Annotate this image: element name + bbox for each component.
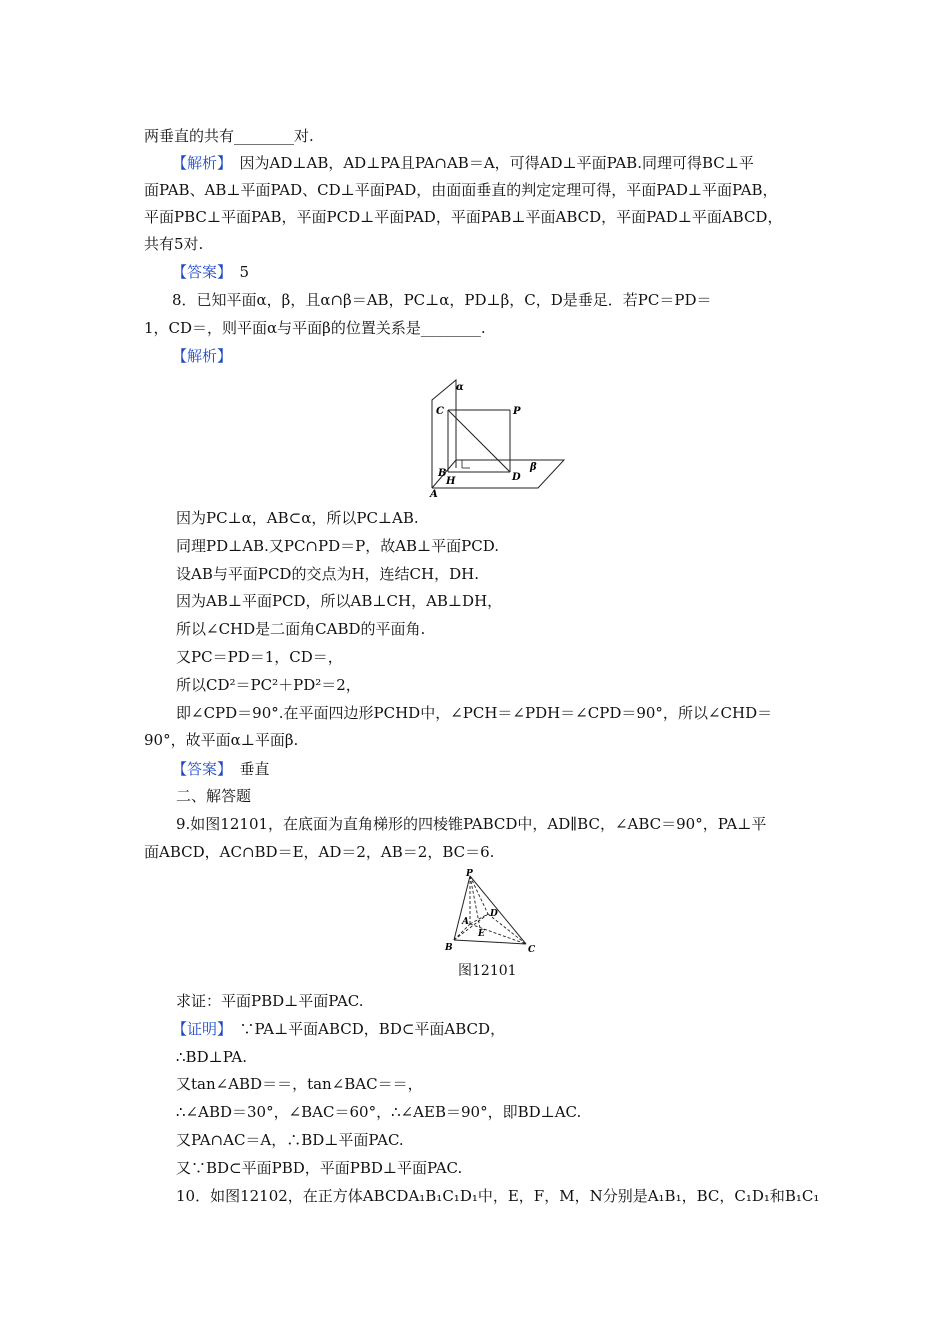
text-line: 两垂直的共有________对. [144, 127, 314, 145]
question-10: 10．如图12102，在正方体ABCDA₁B₁C₁D₁中，E，F，M，N分别是A₁B₁，BC，C₁D₁和B₁C₁ [176, 1187, 820, 1205]
label-B: B [445, 943, 453, 953]
text-line: 设AB与平面PCD的交点为H，连结CH，DH. [176, 565, 479, 583]
label-C: C [528, 945, 536, 955]
text-line: 又tan∠ABD＝＝，tan∠BAC＝＝， [176, 1075, 423, 1093]
label-A: A [430, 489, 438, 498]
label-H: H [446, 476, 456, 487]
text-line: 因为AB⊥平面PCD，所以AB⊥CH，AB⊥DH， [176, 592, 503, 610]
text-line: ∴∠ABD＝30°，∠BAC＝60°，∴∠AEB＝90°，即BD⊥AC. [176, 1103, 582, 1121]
analysis-tag: 【解析】 [172, 154, 225, 172]
figure-pyramid [440, 868, 540, 956]
text-line: 所以∠CHD是二面角CABD的平面角. [176, 620, 426, 638]
answer-tag: 【答案】 [172, 760, 225, 778]
label-P: P [513, 406, 521, 417]
planes-diagram [418, 376, 578, 498]
figure-planes [418, 376, 578, 498]
text-line: 求证：平面PBD⊥平面PAC. [176, 992, 364, 1010]
text-line: 又PC＝PD＝1，CD＝， [176, 648, 343, 666]
text-line: 1，CD＝，则平面α与平面β的位置关系是________. [144, 319, 486, 337]
text-line: 因为PC⊥α，AB⊂α，所以PC⊥AB. [176, 509, 419, 527]
label-D: D [512, 472, 521, 483]
text-line: 90°，故平面α⊥平面β. [144, 731, 299, 749]
text-line: 所以CD²＝PC²＋PD²＝2， [176, 676, 361, 694]
text-line: ∴BD⊥PA. [176, 1048, 248, 1066]
analysis-tag: 【解析】 [172, 347, 233, 365]
text-line: 即∠CPD＝90°.在平面四边形PCHD中，∠PCH＝∠PDH＝∠CPD＝90°，所以∠CHD＝ [176, 704, 773, 722]
proof-tag: 【证明】 [172, 1020, 225, 1038]
text-line: 又∵BD⊂平面PBD，平面PBD⊥平面PAC. [176, 1159, 463, 1177]
label-D: D [490, 909, 498, 919]
text-line: 平面PBC⊥平面PAB，平面PCD⊥平面PAD，平面PAB⊥平面ABCD，平面PAD⊥平面ABCD， [144, 208, 783, 226]
label-E: E [478, 929, 485, 939]
text-line: 面PAB、AB⊥平面PAD、CD⊥平面PAD，由面面垂直的判定定理可得，平面PAD⊥平面PAB， [144, 181, 778, 199]
question-9: 9.如图12101，在底面为直角梯形的四棱锥PABCD中，AD∥BC，∠ABC＝90°，PA⊥平 [176, 815, 767, 833]
label-alpha: α [456, 382, 464, 393]
label-B: B [438, 468, 447, 479]
figure-caption: 图12101 [458, 963, 517, 979]
text-line: 同理PD⊥AB.又PC∩PD＝P，故AB⊥平面PCD. [176, 537, 499, 555]
text-line: 面ABCD，AC∩BD＝E，AD＝2，AB＝2，BC＝6. [144, 843, 495, 861]
pyramid-diagram [440, 868, 540, 956]
question-8: 8．已知平面α，β，且α∩β＝AB，PC⊥α，PD⊥β，C，D是垂足．若PC＝PD＝ [172, 291, 712, 309]
text-line: 共有5对. [144, 235, 204, 253]
label-C: C [436, 406, 444, 417]
analysis-line: 【解析】 因为AD⊥AB，AD⊥PA且PA∩AB＝A，可得AD⊥平面PAB.同理可得BC⊥平 [172, 154, 754, 172]
text-line: 又PA∩AC＝A，∴BD⊥平面PAC. [176, 1131, 404, 1149]
section-heading: 二、解答题 [176, 787, 252, 805]
answer-tag: 【答案】 [172, 263, 225, 281]
label-beta: β [530, 462, 537, 473]
answer-line: 【答案】 垂直 [172, 760, 270, 778]
label-A: A [462, 917, 469, 927]
answer-line: 【答案】 5 [172, 263, 250, 281]
analysis-line [172, 346, 232, 366]
proof-line: 【证明】 ∵PA⊥平面ABCD，BD⊂平面ABCD， [172, 1020, 506, 1038]
label-P: P [466, 869, 473, 879]
